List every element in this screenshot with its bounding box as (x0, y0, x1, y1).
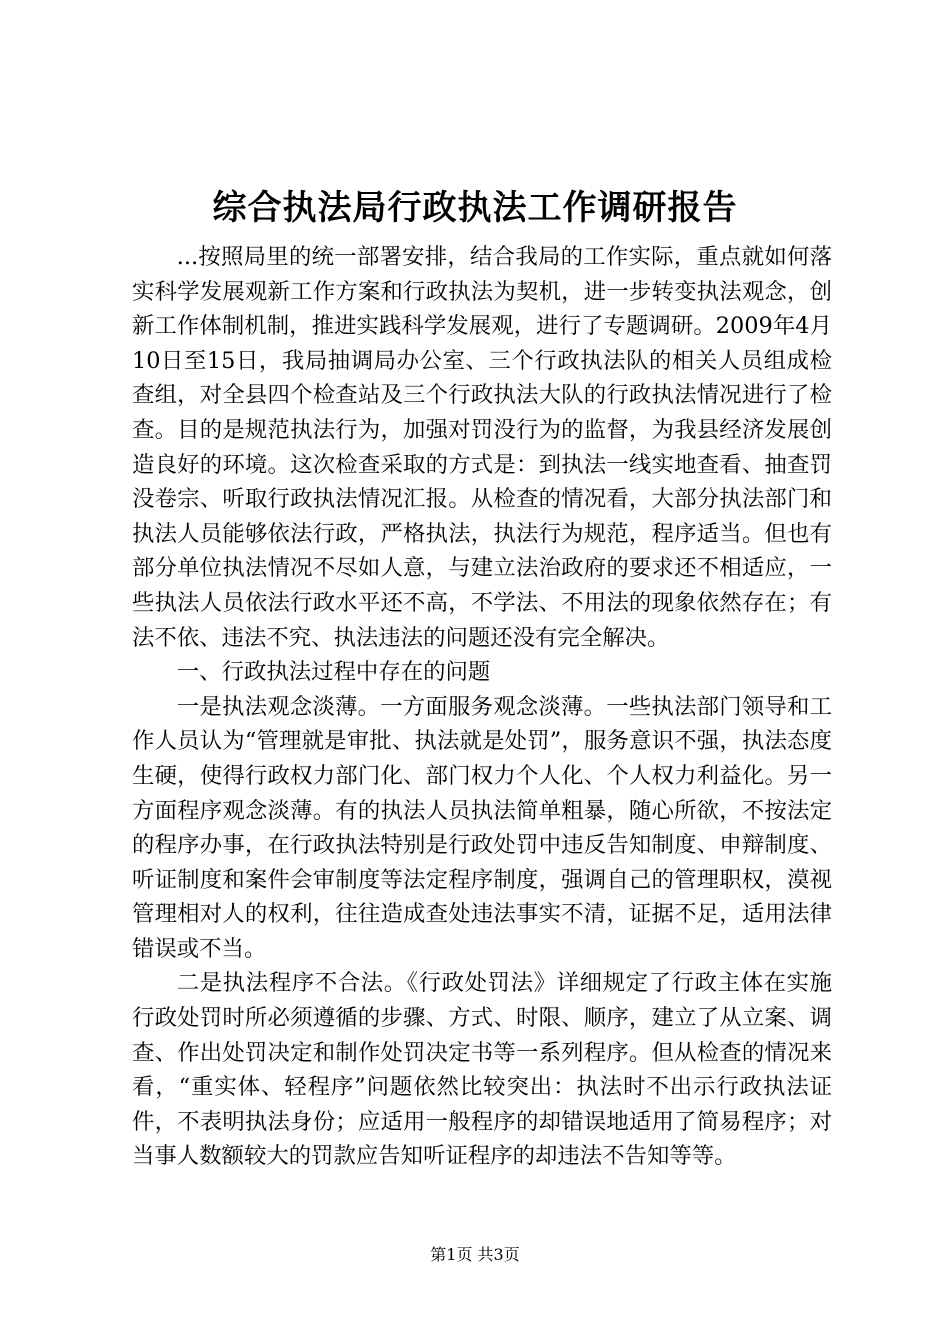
document-body (132, 240, 832, 1174)
intro-paragraph: ...按照局里的统一部署安排，结合我局的工作实际，重点就如何落实科学发展观新工作方案和行政执法为契机，进一步转变执法观念，创新工作体制机制，推进实践科学发展观，进行了专题调研。2009年4月10日至15日，我局抽调局办公室、三个行政执法队的相关人员组成检查组，对全县四个检查站及三个行政执法大队的行政执法情况进行了检查。目的是规范执法行为，加强对罚没行为的监督，为我县经济发展创造良好的环境。这次检查采取的方式是：到执法一线实地查看、抽查罚没卷宗、听取行政执法情况汇报。从检查的情况看，大部分执法部门和执法人员能够依法行政，严格执法，执法行为规范，程序适当。但也有部分单位执法情况不尽如人意，与建立法治政府的要求还不相适应，一些执法人员依法行政水平还不高，不学法、不用法的现象依然存在；有法不依、违法不究、执法违法的问题还没有完全解决。 (132, 244, 832, 651)
page-number-footer: 第1页 共3页 (430, 1245, 520, 1264)
document-title: 综合执法局行政执法工作调研报告 (212, 188, 738, 228)
problem-two-paragraph: 二是执法程序不合法。《行政处罚法》详细规定了行政主体在实施行政处罚时所必须遵循的步骤、方式、时限、顺序，建立了从立案、调查、作出处罚决定和制作处罚决定书等一系列程序。但从检查的情况来看，“重实体、轻程序”问题依然比较突出：执法时不出示行政执法证件，不表明执法身份；应适用一般程序的却错误地适用了简易程序；对当事人数额较大的罚款应告知听证程序的却违法不告知等等。 (132, 970, 832, 1170)
problem-one-paragraph: 一是执法观念淡薄。一方面服务观念淡薄。一些执法部门领导和工作人员认为“管理就是审批、执法就是处罚”，服务意识不强，执法态度生硬，使得行政权力部门化、部门权力个人化、个人权力利益化。另一方面程序观念淡薄。有的执法人员执法简单粗暴，随心所欲，不按法定的程序办事，在行政执法特别是行政处罚中违反告知制度、申辩制度、听证制度和案件会审制度等法定程序制度，强调自己的管理职权，漠视管理相对人的权利，往往造成查处违法事实不清，证据不足，适用法律错误或不当。 (132, 693, 832, 962)
section-heading: 一、行政执法过程中存在的问题 (176, 659, 491, 686)
